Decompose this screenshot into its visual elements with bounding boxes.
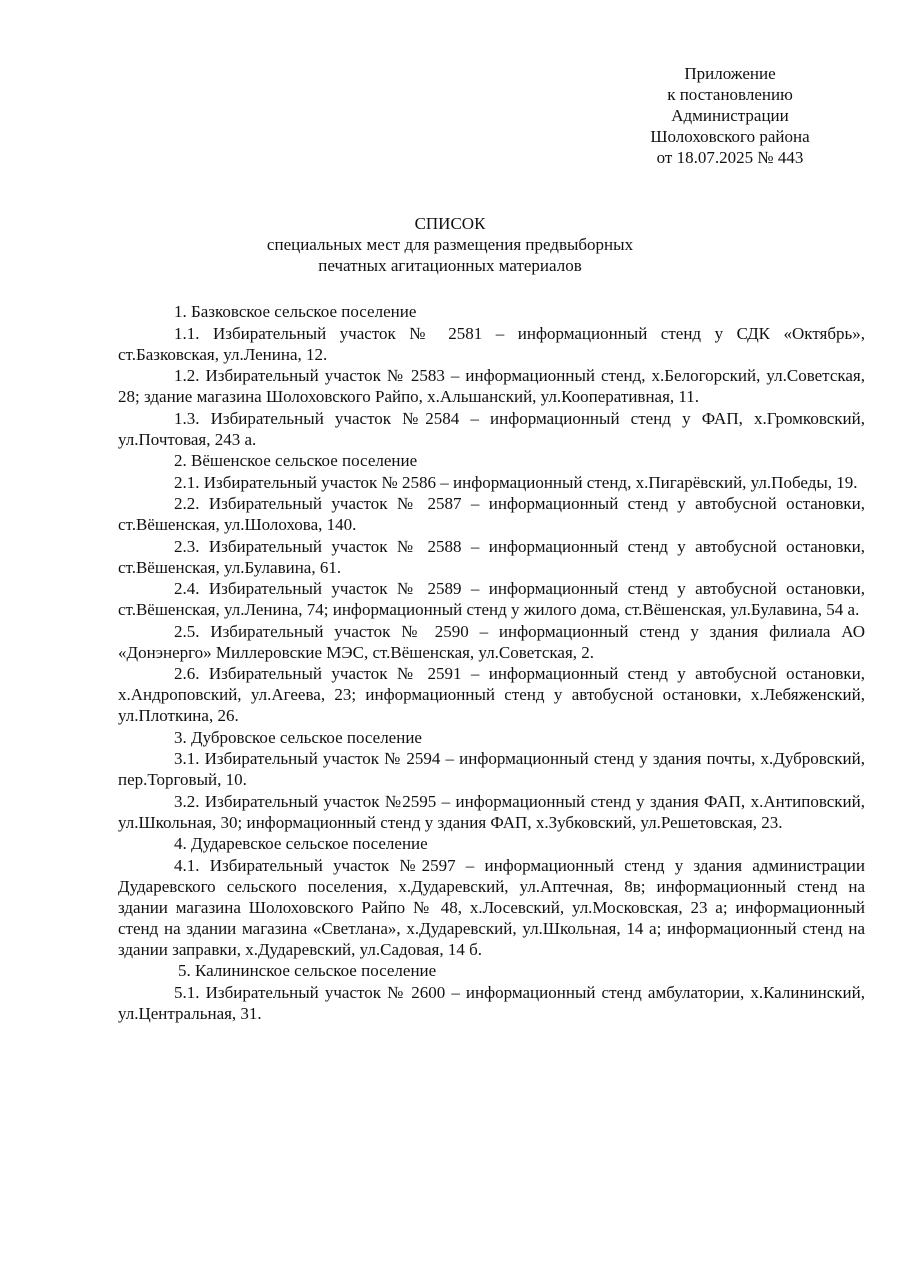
document-body — [118, 301, 865, 1024]
list-item: 2.3. Избирательный участок № 2588 – информационный стенд у автобусной остановки, ст.Вёшенская, ул.Булавина, 61. — [118, 536, 865, 577]
list-item: 3.1. Избирательный участок № 2594 – информационный стенд у здания почты, х.Дубровский, пер.Торговый, 10. — [118, 749, 865, 789]
list-item: 4.1. Избирательный участок №2597 – информационный стенд у здания администрации Дударевского сельского поселения, х.Дударевский, ул.Аптечная, 8в; информационный стенд на здании магазина Шолоховского Райпо № 48, х.Лосевский, ул.Московская, 23 а; информационный стенд на здании магазина «Светлана», х.Дударевский, ул.Школьная, 14 а; информационный стенд на здании заправки, х.Дударевский, ул.Садовая, 14 б. — [118, 855, 865, 959]
document-subtitle: специальных мест для размещения предвыборных — [266, 235, 634, 254]
list-item: 2.6. Избирательный участок № 2591 – информационный стенд у автобусной остановки, х.Андроповский, ул.Агеева, 23; информационный стенд у автобусной остановки, х.Лебяженский, ул.Плоткина, 26. — [118, 664, 865, 725]
document-heading — [0, 213, 900, 276]
list-item: 5.1. Избирательный участок № 2600 – информационный стенд амбулатории, х.Калининский, ул.Центральная, 31. — [118, 982, 865, 1023]
appendix-date-number: от 18.07.2025 № 443 — [656, 148, 804, 167]
list-item: 2.5. Избирательный участок № 2590 – информационный стенд у здания филиала АО «Донэнерго» Миллеровские МЭС, ст.Вёшенская, ул.Советская, 2. — [118, 621, 865, 662]
appendix-line: Шолоховского района — [650, 127, 810, 146]
section-title: 3. Дубровское сельское поселение — [174, 727, 422, 747]
list-item: 2.4. Избирательный участок № 2589 – информационный стенд у автобусной остановки, ст.Вёшенская, ул.Ленина, 74; информационный стенд у жилого дома, ст.Вёшенская, ул.Булавина, 54 а. — [118, 579, 865, 619]
document-subtitle: печатных агитационных материалов — [318, 256, 582, 275]
appendix-line: к постановлению — [667, 85, 793, 104]
list-item: 2.1. Избирательный участок № 2586 – информационный стенд, х.Пигарёвский, ул.Победы, 19. — [174, 472, 858, 492]
list-item: 1.3. Избирательный участок №2584 – информационный стенд у ФАП, х.Громковский, ул.Почтовая, 243 а. — [118, 408, 865, 449]
section-title: 5. Калининское сельское поселение — [178, 961, 437, 980]
list-item: 3.2. Избирательный участок №2595 – информационный стенд у здания ФАП, х.Антиповский, ул.Школьная, 30; информационный стенд у здания ФАП, х.Зубковский, ул.Решетовская, 23. — [118, 791, 865, 832]
list-item: 1.1. Избирательный участок № 2581 – информационный стенд у СДК «Октябрь», ст.Базковская, ул.Ленина, 12. — [118, 323, 865, 364]
section-title: 4. Дударевское сельское поселение — [174, 834, 428, 853]
list-item: 1.2. Избирательный участок № 2583 – информационный стенд, х.Белогорский, ул.Советская, 28; здание магазина Шолоховского Райпо, х.Альшанский, ул.Кооперативная, 11. — [118, 366, 865, 406]
appendix-line: Администрации — [671, 106, 789, 125]
section-title: 1. Базковское сельское поселение — [174, 302, 417, 321]
section-title: 2. Вёшенское сельское поселение — [174, 451, 418, 470]
list-item: 2.2. Избирательный участок № 2587 – информационный стенд у автобусной остановки, ст.Вёшенская, ул.Шолохова, 140. — [118, 494, 865, 534]
appendix-block — [612, 63, 848, 168]
appendix-line: Приложение — [684, 64, 776, 83]
document-title: СПИСОК — [414, 214, 486, 233]
